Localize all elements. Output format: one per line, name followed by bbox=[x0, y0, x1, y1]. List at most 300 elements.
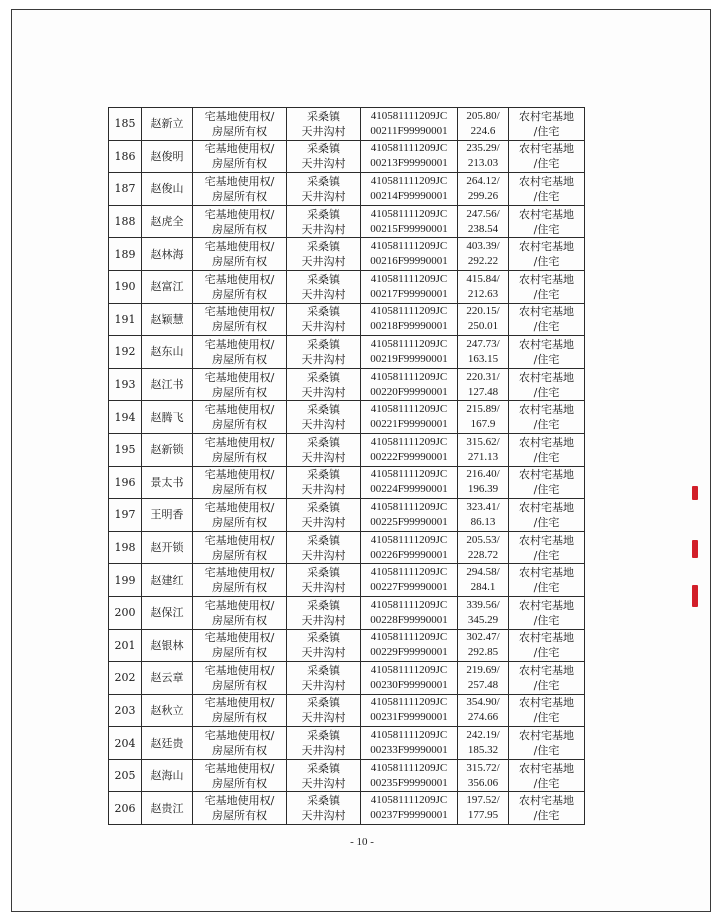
cell-line: 采桑镇 bbox=[307, 337, 340, 351]
cell-owner-name: 赵新锁 bbox=[142, 433, 193, 466]
cell-line: 采桑镇 bbox=[307, 761, 340, 775]
cell-right-type bbox=[193, 662, 287, 695]
cell-line: 00211F99990001 bbox=[370, 124, 448, 137]
cell-line: 354.90/ bbox=[466, 696, 500, 709]
cell-owner-name: 赵俊明 bbox=[142, 140, 193, 173]
cell-line: 403.39/ bbox=[466, 240, 500, 253]
cell-right-type bbox=[193, 727, 287, 760]
cell-usage bbox=[509, 173, 585, 206]
cell-line: 采桑镇 bbox=[307, 305, 340, 319]
cell-unit-code bbox=[361, 303, 458, 336]
cell-area bbox=[458, 401, 509, 434]
cell-line: 农村宅基地 bbox=[519, 142, 574, 156]
cell-line: 宅基地使用权/ bbox=[204, 305, 275, 319]
cell-line: 房屋所有权 bbox=[212, 222, 267, 236]
table-row bbox=[109, 531, 585, 564]
cell-right-type bbox=[193, 140, 287, 173]
cell-area bbox=[458, 662, 509, 695]
cell-line: 房屋所有权 bbox=[212, 776, 267, 790]
cell-unit-code bbox=[361, 173, 458, 206]
cell-location bbox=[287, 368, 361, 401]
cell-line: 采桑镇 bbox=[307, 142, 340, 156]
cell-line: 292.85 bbox=[467, 646, 499, 659]
cell-line: 房屋所有权 bbox=[212, 320, 267, 334]
cell-line: 215.89/ bbox=[466, 403, 500, 416]
cell-location bbox=[287, 759, 361, 792]
table-row bbox=[109, 662, 585, 695]
cell-unit-code bbox=[361, 792, 458, 825]
cell-right-type bbox=[193, 173, 287, 206]
cell-line: 天井沟村 bbox=[301, 157, 346, 171]
cell-location bbox=[287, 433, 361, 466]
cell-unit-code bbox=[361, 205, 458, 238]
cell-line: 采桑镇 bbox=[307, 566, 340, 580]
cell-line: 235.29/ bbox=[466, 142, 500, 155]
cell-area bbox=[458, 108, 509, 141]
cell-area bbox=[458, 173, 509, 206]
cell-line: /住宅 bbox=[533, 222, 560, 236]
cell-owner-name: 赵保江 bbox=[142, 596, 193, 629]
cell-area bbox=[458, 140, 509, 173]
cell-line: 采桑镇 bbox=[307, 435, 340, 449]
cell-line: 采桑镇 bbox=[307, 663, 340, 677]
cell-line: 205.53/ bbox=[466, 533, 500, 546]
cell-line: /住宅 bbox=[533, 776, 560, 790]
table-row bbox=[109, 629, 585, 662]
cell-line: 农村宅基地 bbox=[519, 109, 574, 123]
cell-line: 271.13 bbox=[467, 450, 499, 463]
cell-unit-code bbox=[361, 108, 458, 141]
cell-line: 228.72 bbox=[467, 548, 499, 561]
cell-line: 采桑镇 bbox=[307, 500, 340, 514]
cell-line: 185.32 bbox=[467, 744, 499, 757]
table-row bbox=[109, 108, 585, 141]
cell-line: 农村宅基地 bbox=[519, 337, 574, 351]
cell-right-type bbox=[193, 108, 287, 141]
cell-location bbox=[287, 205, 361, 238]
cell-unit-code bbox=[361, 499, 458, 532]
cell-line: 房屋所有权 bbox=[212, 581, 267, 595]
cell-line: 房屋所有权 bbox=[212, 515, 267, 529]
cell-owner-name: 赵颖慧 bbox=[142, 303, 193, 336]
cell-line: 宅基地使用权/ bbox=[204, 109, 275, 123]
cell-line: 410581111209JC bbox=[370, 500, 448, 513]
cell-line: 农村宅基地 bbox=[519, 272, 574, 286]
cell-line: 天井沟村 bbox=[301, 418, 346, 432]
cell-line: 农村宅基地 bbox=[519, 794, 574, 808]
cell-line: 356.06 bbox=[467, 776, 499, 789]
cell-line: 00216F99990001 bbox=[370, 255, 448, 268]
cell-location bbox=[287, 173, 361, 206]
cell-line: 410581111209JC bbox=[370, 109, 448, 122]
cell-line: 天井沟村 bbox=[301, 613, 346, 627]
cell-line: 天井沟村 bbox=[301, 189, 346, 203]
cell-row-number: 188 bbox=[109, 205, 142, 238]
cell-line: 00225F99990001 bbox=[370, 515, 448, 528]
cell-line: 天井沟村 bbox=[301, 352, 346, 366]
cell-line: 410581111209JC bbox=[370, 305, 448, 318]
table-row bbox=[109, 792, 585, 825]
cell-line: 00215F99990001 bbox=[370, 222, 448, 235]
cell-line: 采桑镇 bbox=[307, 370, 340, 384]
cell-line: 410581111209JC bbox=[370, 663, 448, 676]
table-row bbox=[109, 564, 585, 597]
cell-right-type bbox=[193, 759, 287, 792]
cell-line: 00231F99990001 bbox=[370, 711, 448, 724]
cell-right-type bbox=[193, 466, 287, 499]
cell-line: 00230F99990001 bbox=[370, 678, 448, 691]
cell-owner-name: 赵开锁 bbox=[142, 531, 193, 564]
cell-line: 天井沟村 bbox=[301, 548, 346, 562]
cell-line: 采桑镇 bbox=[307, 240, 340, 254]
cell-line: 天井沟村 bbox=[301, 515, 346, 529]
cell-usage bbox=[509, 270, 585, 303]
cell-line: 农村宅基地 bbox=[519, 240, 574, 254]
cell-area bbox=[458, 303, 509, 336]
cell-row-number: 185 bbox=[109, 108, 142, 141]
cell-line: 163.15 bbox=[467, 352, 499, 365]
cell-area bbox=[458, 564, 509, 597]
cell-area bbox=[458, 792, 509, 825]
cell-line: 224.6 bbox=[470, 124, 496, 137]
cell-line: 宅基地使用权/ bbox=[204, 663, 275, 677]
cell-line: 房屋所有权 bbox=[212, 483, 267, 497]
cell-line: 采桑镇 bbox=[307, 794, 340, 808]
cell-row-number: 201 bbox=[109, 629, 142, 662]
cell-line: 天井沟村 bbox=[301, 287, 346, 301]
cell-row-number: 206 bbox=[109, 792, 142, 825]
cell-line: 采桑镇 bbox=[307, 598, 340, 612]
cell-row-number: 189 bbox=[109, 238, 142, 271]
cell-line: 345.29 bbox=[467, 613, 499, 626]
cell-owner-name: 赵腾飞 bbox=[142, 401, 193, 434]
cell-line: 216.40/ bbox=[466, 468, 500, 481]
cell-line: 农村宅基地 bbox=[519, 566, 574, 580]
cell-line: 220.15/ bbox=[466, 305, 500, 318]
cell-right-type bbox=[193, 433, 287, 466]
cell-usage bbox=[509, 531, 585, 564]
cell-line: 410581111209JC bbox=[370, 174, 448, 187]
cell-location bbox=[287, 596, 361, 629]
cell-line: /住宅 bbox=[533, 157, 560, 171]
cell-line: 00224F99990001 bbox=[370, 483, 448, 496]
table-row bbox=[109, 140, 585, 173]
cell-usage bbox=[509, 596, 585, 629]
cell-line: 房屋所有权 bbox=[212, 418, 267, 432]
cell-location bbox=[287, 336, 361, 369]
table-row bbox=[109, 694, 585, 727]
cell-line: 196.39 bbox=[467, 483, 499, 496]
cell-line: 292.22 bbox=[467, 255, 499, 268]
cell-line: 农村宅基地 bbox=[519, 533, 574, 547]
cell-line: 238.54 bbox=[467, 222, 499, 235]
cell-line: 410581111209JC bbox=[370, 696, 448, 709]
seal-edge-mark bbox=[692, 486, 698, 500]
cell-location bbox=[287, 499, 361, 532]
cell-line: 采桑镇 bbox=[307, 174, 340, 188]
cell-line: 167.9 bbox=[470, 418, 496, 431]
cell-line: /住宅 bbox=[533, 581, 560, 595]
cell-line: 宅基地使用权/ bbox=[204, 566, 275, 580]
cell-right-type bbox=[193, 270, 287, 303]
cell-row-number: 203 bbox=[109, 694, 142, 727]
cell-location bbox=[287, 792, 361, 825]
cell-line: 410581111209JC bbox=[370, 370, 448, 383]
cell-line: 00226F99990001 bbox=[370, 548, 448, 561]
cell-line: 房屋所有权 bbox=[212, 189, 267, 203]
cell-usage bbox=[509, 238, 585, 271]
cell-unit-code bbox=[361, 368, 458, 401]
cell-line: 410581111209JC bbox=[370, 240, 448, 253]
cell-line: 302.47/ bbox=[466, 631, 500, 644]
table-row bbox=[109, 270, 585, 303]
cell-owner-name: 赵富江 bbox=[142, 270, 193, 303]
cell-line: 315.72/ bbox=[466, 761, 500, 774]
cell-line: 宅基地使用权/ bbox=[204, 174, 275, 188]
cell-area bbox=[458, 727, 509, 760]
cell-line: 宅基地使用权/ bbox=[204, 370, 275, 384]
cell-usage bbox=[509, 401, 585, 434]
cell-line: 采桑镇 bbox=[307, 207, 340, 221]
cell-line: 天井沟村 bbox=[301, 255, 346, 269]
cell-line: 农村宅基地 bbox=[519, 207, 574, 221]
cell-usage bbox=[509, 368, 585, 401]
cell-line: 房屋所有权 bbox=[212, 711, 267, 725]
cell-line: 农村宅基地 bbox=[519, 305, 574, 319]
cell-line: 00217F99990001 bbox=[370, 287, 448, 300]
cell-line: /住宅 bbox=[533, 646, 560, 660]
cell-line: /住宅 bbox=[533, 483, 560, 497]
cell-line: 房屋所有权 bbox=[212, 450, 267, 464]
cell-line: 220.31/ bbox=[466, 370, 500, 383]
cell-line: 299.26 bbox=[467, 189, 499, 202]
cell-owner-name: 赵建红 bbox=[142, 564, 193, 597]
cell-line: 房屋所有权 bbox=[212, 809, 267, 823]
cell-line: /住宅 bbox=[533, 678, 560, 692]
cell-area bbox=[458, 694, 509, 727]
cell-location bbox=[287, 238, 361, 271]
cell-line: 410581111209JC bbox=[370, 566, 448, 579]
cell-line: 农村宅基地 bbox=[519, 598, 574, 612]
cell-owner-name: 景太书 bbox=[142, 466, 193, 499]
cell-line: /住宅 bbox=[533, 320, 560, 334]
cell-line: 农村宅基地 bbox=[519, 174, 574, 188]
cell-usage bbox=[509, 792, 585, 825]
cell-line: 采桑镇 bbox=[307, 533, 340, 547]
cell-line: 177.95 bbox=[467, 809, 499, 822]
cell-right-type bbox=[193, 368, 287, 401]
cell-line: 宅基地使用权/ bbox=[204, 794, 275, 808]
cell-line: 天井沟村 bbox=[301, 711, 346, 725]
cell-line: 212.63 bbox=[467, 287, 499, 300]
cell-line: 00213F99990001 bbox=[370, 157, 448, 170]
cell-usage bbox=[509, 140, 585, 173]
table-row bbox=[109, 303, 585, 336]
cell-area bbox=[458, 336, 509, 369]
cell-line: 410581111209JC bbox=[370, 761, 448, 774]
cell-line: 采桑镇 bbox=[307, 729, 340, 743]
cell-usage bbox=[509, 694, 585, 727]
seal-edge-mark bbox=[692, 540, 698, 558]
cell-line: 宅基地使用权/ bbox=[204, 598, 275, 612]
cell-line: 房屋所有权 bbox=[212, 124, 267, 138]
cell-row-number: 192 bbox=[109, 336, 142, 369]
cell-line: 房屋所有权 bbox=[212, 678, 267, 692]
cell-line: 264.12/ bbox=[466, 174, 500, 187]
table-row bbox=[109, 499, 585, 532]
cell-line: 农村宅基地 bbox=[519, 435, 574, 449]
cell-location bbox=[287, 270, 361, 303]
table-row bbox=[109, 173, 585, 206]
cell-line: /住宅 bbox=[533, 352, 560, 366]
cell-line: 00237F99990001 bbox=[370, 809, 448, 822]
cell-owner-name: 赵海山 bbox=[142, 759, 193, 792]
cell-line: 天井沟村 bbox=[301, 320, 346, 334]
cell-line: 410581111209JC bbox=[370, 468, 448, 481]
cell-owner-name: 赵新立 bbox=[142, 108, 193, 141]
cell-usage bbox=[509, 759, 585, 792]
cell-line: 205.80/ bbox=[466, 109, 500, 122]
cell-line: 宅基地使用权/ bbox=[204, 240, 275, 254]
cell-usage bbox=[509, 108, 585, 141]
cell-owner-name: 王明香 bbox=[142, 499, 193, 532]
cell-line: 采桑镇 bbox=[307, 272, 340, 286]
cell-row-number: 200 bbox=[109, 596, 142, 629]
cell-area bbox=[458, 759, 509, 792]
cell-unit-code bbox=[361, 140, 458, 173]
cell-line: 247.73/ bbox=[466, 337, 500, 350]
cell-usage bbox=[509, 303, 585, 336]
cell-unit-code bbox=[361, 596, 458, 629]
cell-line: 天井沟村 bbox=[301, 744, 346, 758]
page-number: - 10 - bbox=[350, 836, 374, 848]
cell-line: 天井沟村 bbox=[301, 581, 346, 595]
cell-line: 宅基地使用权/ bbox=[204, 142, 275, 156]
cell-location bbox=[287, 303, 361, 336]
cell-line: 宅基地使用权/ bbox=[204, 435, 275, 449]
cell-line: 247.56/ bbox=[466, 207, 500, 220]
cell-unit-code bbox=[361, 629, 458, 662]
cell-line: 房屋所有权 bbox=[212, 352, 267, 366]
cell-line: 00227F99990001 bbox=[370, 581, 448, 594]
cell-line: 采桑镇 bbox=[307, 631, 340, 645]
cell-line: /住宅 bbox=[533, 744, 560, 758]
cell-area bbox=[458, 466, 509, 499]
cell-unit-code bbox=[361, 270, 458, 303]
cell-location bbox=[287, 466, 361, 499]
cell-row-number: 197 bbox=[109, 499, 142, 532]
cell-line: 250.01 bbox=[467, 320, 499, 333]
cell-line: 天井沟村 bbox=[301, 678, 346, 692]
cell-location bbox=[287, 140, 361, 173]
cell-line: 天井沟村 bbox=[301, 776, 346, 790]
cell-owner-name: 赵银林 bbox=[142, 629, 193, 662]
cell-owner-name: 赵虎全 bbox=[142, 205, 193, 238]
cell-area bbox=[458, 238, 509, 271]
cell-line: 00228F99990001 bbox=[370, 613, 448, 626]
cell-row-number: 205 bbox=[109, 759, 142, 792]
cell-unit-code bbox=[361, 433, 458, 466]
cell-line: 宅基地使用权/ bbox=[204, 403, 275, 417]
cell-line: 天井沟村 bbox=[301, 124, 346, 138]
cell-line: 宅基地使用权/ bbox=[204, 468, 275, 482]
cell-owner-name: 赵东山 bbox=[142, 336, 193, 369]
cell-line: 294.58/ bbox=[466, 566, 500, 579]
cell-unit-code bbox=[361, 238, 458, 271]
cell-line: /住宅 bbox=[533, 418, 560, 432]
cell-unit-code bbox=[361, 564, 458, 597]
cell-line: 宅基地使用权/ bbox=[204, 729, 275, 743]
cell-line: /住宅 bbox=[533, 613, 560, 627]
table-row bbox=[109, 759, 585, 792]
cell-line: 00214F99990001 bbox=[370, 189, 448, 202]
cell-line: 农村宅基地 bbox=[519, 500, 574, 514]
cell-line: /住宅 bbox=[533, 385, 560, 399]
cell-line: /住宅 bbox=[533, 124, 560, 138]
cell-line: 农村宅基地 bbox=[519, 631, 574, 645]
cell-area bbox=[458, 629, 509, 662]
cell-line: 房屋所有权 bbox=[212, 287, 267, 301]
cell-line: 宅基地使用权/ bbox=[204, 533, 275, 547]
cell-row-number: 202 bbox=[109, 662, 142, 695]
cell-row-number: 196 bbox=[109, 466, 142, 499]
cell-line: 采桑镇 bbox=[307, 403, 340, 417]
cell-unit-code bbox=[361, 466, 458, 499]
cell-owner-name: 赵云章 bbox=[142, 662, 193, 695]
cell-area bbox=[458, 531, 509, 564]
table-row bbox=[109, 368, 585, 401]
cell-line: 宅基地使用权/ bbox=[204, 631, 275, 645]
cell-line: /住宅 bbox=[533, 287, 560, 301]
cell-usage bbox=[509, 499, 585, 532]
cell-line: 宅基地使用权/ bbox=[204, 337, 275, 351]
cell-unit-code bbox=[361, 531, 458, 564]
cell-line: 宅基地使用权/ bbox=[204, 207, 275, 221]
cell-row-number: 191 bbox=[109, 303, 142, 336]
cell-area bbox=[458, 433, 509, 466]
cell-line: 197.52/ bbox=[466, 794, 500, 807]
cell-right-type bbox=[193, 499, 287, 532]
cell-line: 房屋所有权 bbox=[212, 744, 267, 758]
cell-line: 339.56/ bbox=[466, 598, 500, 611]
cell-line: 天井沟村 bbox=[301, 222, 346, 236]
cell-usage bbox=[509, 205, 585, 238]
cell-unit-code bbox=[361, 336, 458, 369]
cell-location bbox=[287, 401, 361, 434]
cell-line: 257.48 bbox=[467, 678, 499, 691]
cell-line: 农村宅基地 bbox=[519, 468, 574, 482]
cell-line: 00220F99990001 bbox=[370, 385, 448, 398]
cell-line: /住宅 bbox=[533, 711, 560, 725]
table-row bbox=[109, 433, 585, 466]
cell-line: 天井沟村 bbox=[301, 450, 346, 464]
cell-right-type bbox=[193, 629, 287, 662]
cell-unit-code bbox=[361, 401, 458, 434]
cell-line: 农村宅基地 bbox=[519, 370, 574, 384]
cell-owner-name: 赵俊山 bbox=[142, 173, 193, 206]
cell-line: 410581111209JC bbox=[370, 729, 448, 742]
cell-line: 农村宅基地 bbox=[519, 761, 574, 775]
cell-line: 410581111209JC bbox=[370, 631, 448, 644]
cell-line: /住宅 bbox=[533, 809, 560, 823]
cell-location bbox=[287, 629, 361, 662]
table-row bbox=[109, 336, 585, 369]
cell-right-type bbox=[193, 401, 287, 434]
registration-table bbox=[108, 107, 585, 825]
cell-line: 00218F99990001 bbox=[370, 320, 448, 333]
cell-unit-code bbox=[361, 662, 458, 695]
cell-usage bbox=[509, 433, 585, 466]
